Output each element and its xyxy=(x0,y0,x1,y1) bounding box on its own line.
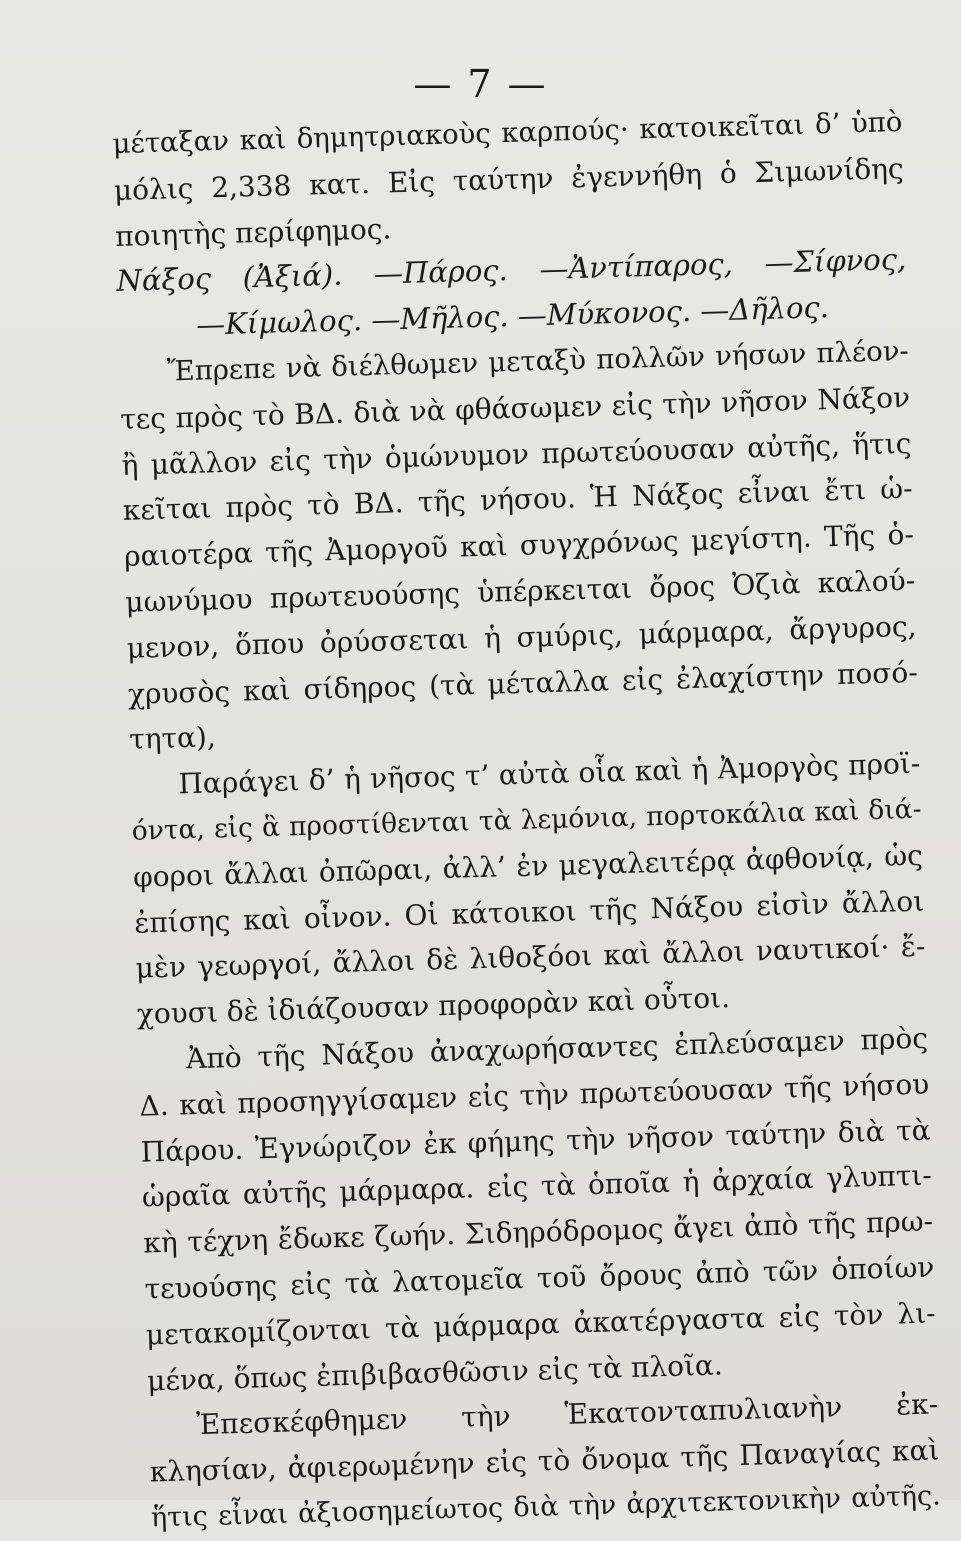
text-line: κὴ τέχνη ἔδωκε ζωήν. Σιδηρόδρομος ἄγει ἀπὸ τῆς πρω- xyxy=(142,1204,934,1260)
text-line: ἢ μᾶλλον εἰς τὴν ὁμώνυμον πρωτεύουσαν αὐτῆς, ἥτις xyxy=(121,426,912,482)
text-line: μετακομίζονται τὰ μάρμαρα ἀκατέργαστα εἰς τὸν λι- xyxy=(145,1296,937,1352)
paragraph-last-line: μένα, ὅπως ἐπιβιβασθῶσιν εἰς τὰ πλοῖα. xyxy=(146,1347,724,1398)
text-line: όντα, εἰς ἃ προστίθενται τὰ λεμόνια, πορτοκάλια καὶ διά- xyxy=(131,793,922,847)
section-heading-line: —Κίμωλος. —Μῆλος. —Μύκονος. —Δῆλος. xyxy=(195,290,830,342)
page-text xyxy=(112,100,941,1541)
paragraph-first-line: Ἀπὸ τῆς Νάξου ἀναχωρήσαντες ἐπλεύσαμεν πρὸς xyxy=(185,1021,929,1076)
paragraph-first-line: Ἐπεσκέφθημεν τὴν Ἑκατονταπυλιανὴν ἐκ- xyxy=(195,1387,939,1442)
page-number: — 7 — xyxy=(413,62,548,106)
section-heading-line: Νάξος (Ἀξιά). —Πάρος. —Ἀντίπαρος, —Σίφνος, xyxy=(115,242,907,299)
text-line: ἥτις εἶναι ἀξιοσημείωτος διὰ τὴν ἀρχιτεκτονικὴν αὐτῆς. xyxy=(150,1480,942,1534)
paragraph-last-line: ποιητὴς περίφημος. xyxy=(114,211,392,253)
paragraph-first-line: Παράγει δ’ ἡ νῆσος τ’ αὐτὰ οἷα καὶ ἡ Ἀμοργὸς προϊ- xyxy=(178,746,921,801)
text-line: φοροι ἄλλαι ὀπῶραι, ἀλλ’ ἐν μεγαλειτέρᾳ ἀφθονίᾳ, ὡς xyxy=(132,838,924,894)
text-line: Δ. καὶ προσηγγίσαμεν εἰς τὴν πρωτεύουσαν τῆς νήσου xyxy=(139,1067,930,1123)
text-line: μόλις 2,338 κατ. Εἰς ταύτην ἐγεννήθη ὁ Σιμωνίδης xyxy=(113,151,905,207)
text-line: μὲν γεωργοί, ἄλλοι δὲ λιθοξόοι καὶ ἄλλοι ναυτικοί· ἔ- xyxy=(135,929,926,986)
paragraph-last-line: τητα), xyxy=(128,720,217,757)
text-line: τες πρὸς τὸ ΒΔ. διὰ νὰ φθάσωμεν εἰς τὴν νῆσον Νάξον xyxy=(119,380,911,436)
text-line: χρυσὸς καὶ σίδηρος (τὰ μέταλλα εἰς ἐλαχίστην ποσό- xyxy=(127,655,919,711)
paragraph-last-line: χουσι δὲ ἰδιάζουσαν προφορὰν καὶ οὗτοι. xyxy=(136,981,731,1031)
paragraph-first-line: Ἔπρεπε νὰ διέλθωμεν μεταξὺ πολλῶν νήσων πλέον- xyxy=(166,334,910,388)
text-line: κλησίαν, ἀφιερωμένην εἰς τὸ ὄνομα τῆς Παναγίας καὶ xyxy=(149,1433,940,1489)
text-line: κεῖται πρὸς τὸ ΒΔ. τῆς νήσου. Ἡ Νάξος εἶναι ἔτι ὡ- xyxy=(122,472,914,528)
text-line: ἐπίσης καὶ οἶνον. Οἱ κάτοικοι τῆς Νάξου εἰσὶν ἄλλοι xyxy=(133,884,925,940)
text-line: μωνύμου πρωτευούσης ὑπέρκειται ὄρος Ὀζιὰ καλού- xyxy=(124,563,916,619)
text-line: μενον, ὅπου ὀρύσσεται ἡ σμύρις, μάρμαρα, ἄργυρος, xyxy=(126,609,917,665)
text-line: Πάρου. Ἐγνώριζον ἐκ φήμης τὴν νῆσον ταύτην διὰ τὰ xyxy=(140,1113,931,1169)
text-line: μέταξαν καὶ δημητριακοὺς καρπούς· κατοικεῖται δ’ ὑπὸ xyxy=(112,105,903,160)
text-line: τευούσης εἰς τὰ λατομεῖα τοῦ ὄρους ἀπὸ τῶν ὁποίων xyxy=(144,1250,935,1306)
text-line: ὡραῖα αὐτῆς μάρμαρα. εἰς τὰ ὁποῖα ἡ ἀρχαία γλυπτι- xyxy=(141,1158,933,1214)
text-line: ραιοτέρα τῆς Ἀμοργοῦ καὶ συγχρόνως μεγίστη. Τῆς ὁ- xyxy=(123,517,915,573)
